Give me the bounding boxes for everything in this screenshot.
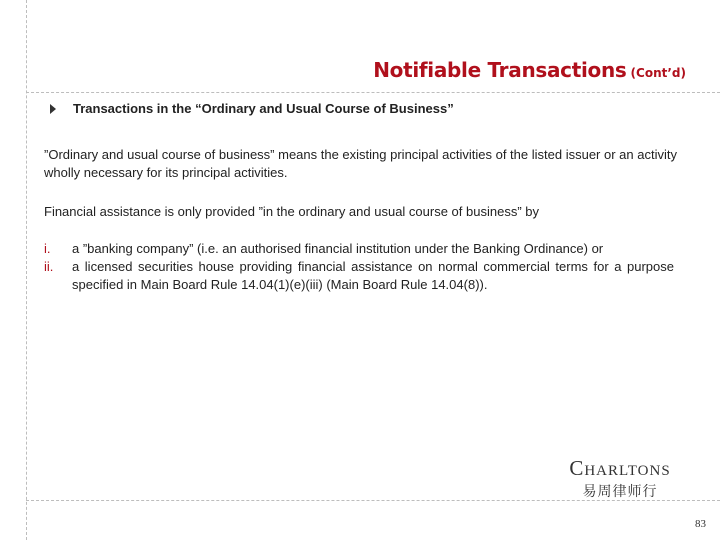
slide-title-main: Notifiable Transactions xyxy=(373,58,627,82)
slide-title xyxy=(373,58,686,82)
subheading xyxy=(50,101,454,116)
definition-paragraph: ”Ordinary and usual course of business” means the existing principal activities of the listed issuer or an activity wholly necessary for its principal activities. xyxy=(44,147,677,180)
list-item-text: a ”banking company” (i.e. an authorised financial institution under the Banking Ordinance) or xyxy=(72,241,604,256)
provider-list xyxy=(44,240,674,294)
title-divider xyxy=(26,92,720,93)
list-item xyxy=(44,258,674,294)
logo-name: Charltons xyxy=(569,456,671,480)
left-dashed-border xyxy=(26,0,27,540)
subheading-text: Transactions in the “Ordinary and Usual Course of Business” xyxy=(73,101,454,116)
list-item xyxy=(44,240,674,258)
slide-title-suffix: (Cont’d) xyxy=(630,66,686,80)
list-marker: i. xyxy=(44,241,51,256)
list-item-text: a licensed securities house providing financial assistance on normal commercial terms for a purpose specified in Main Board Rule 14.04(1)(e)(iii) (Main Board Rule 14.04(8)). xyxy=(72,259,674,292)
triangle-right-icon xyxy=(50,104,56,114)
logo-chinese-name: 易周律师行 xyxy=(582,484,658,500)
list-marker: ii. xyxy=(44,259,54,274)
charltons-logo xyxy=(558,456,682,501)
intro-paragraph: Financial assistance is only provided ”in the ordinary and usual course of business” by xyxy=(44,204,539,219)
page-number: 83 xyxy=(695,518,706,530)
